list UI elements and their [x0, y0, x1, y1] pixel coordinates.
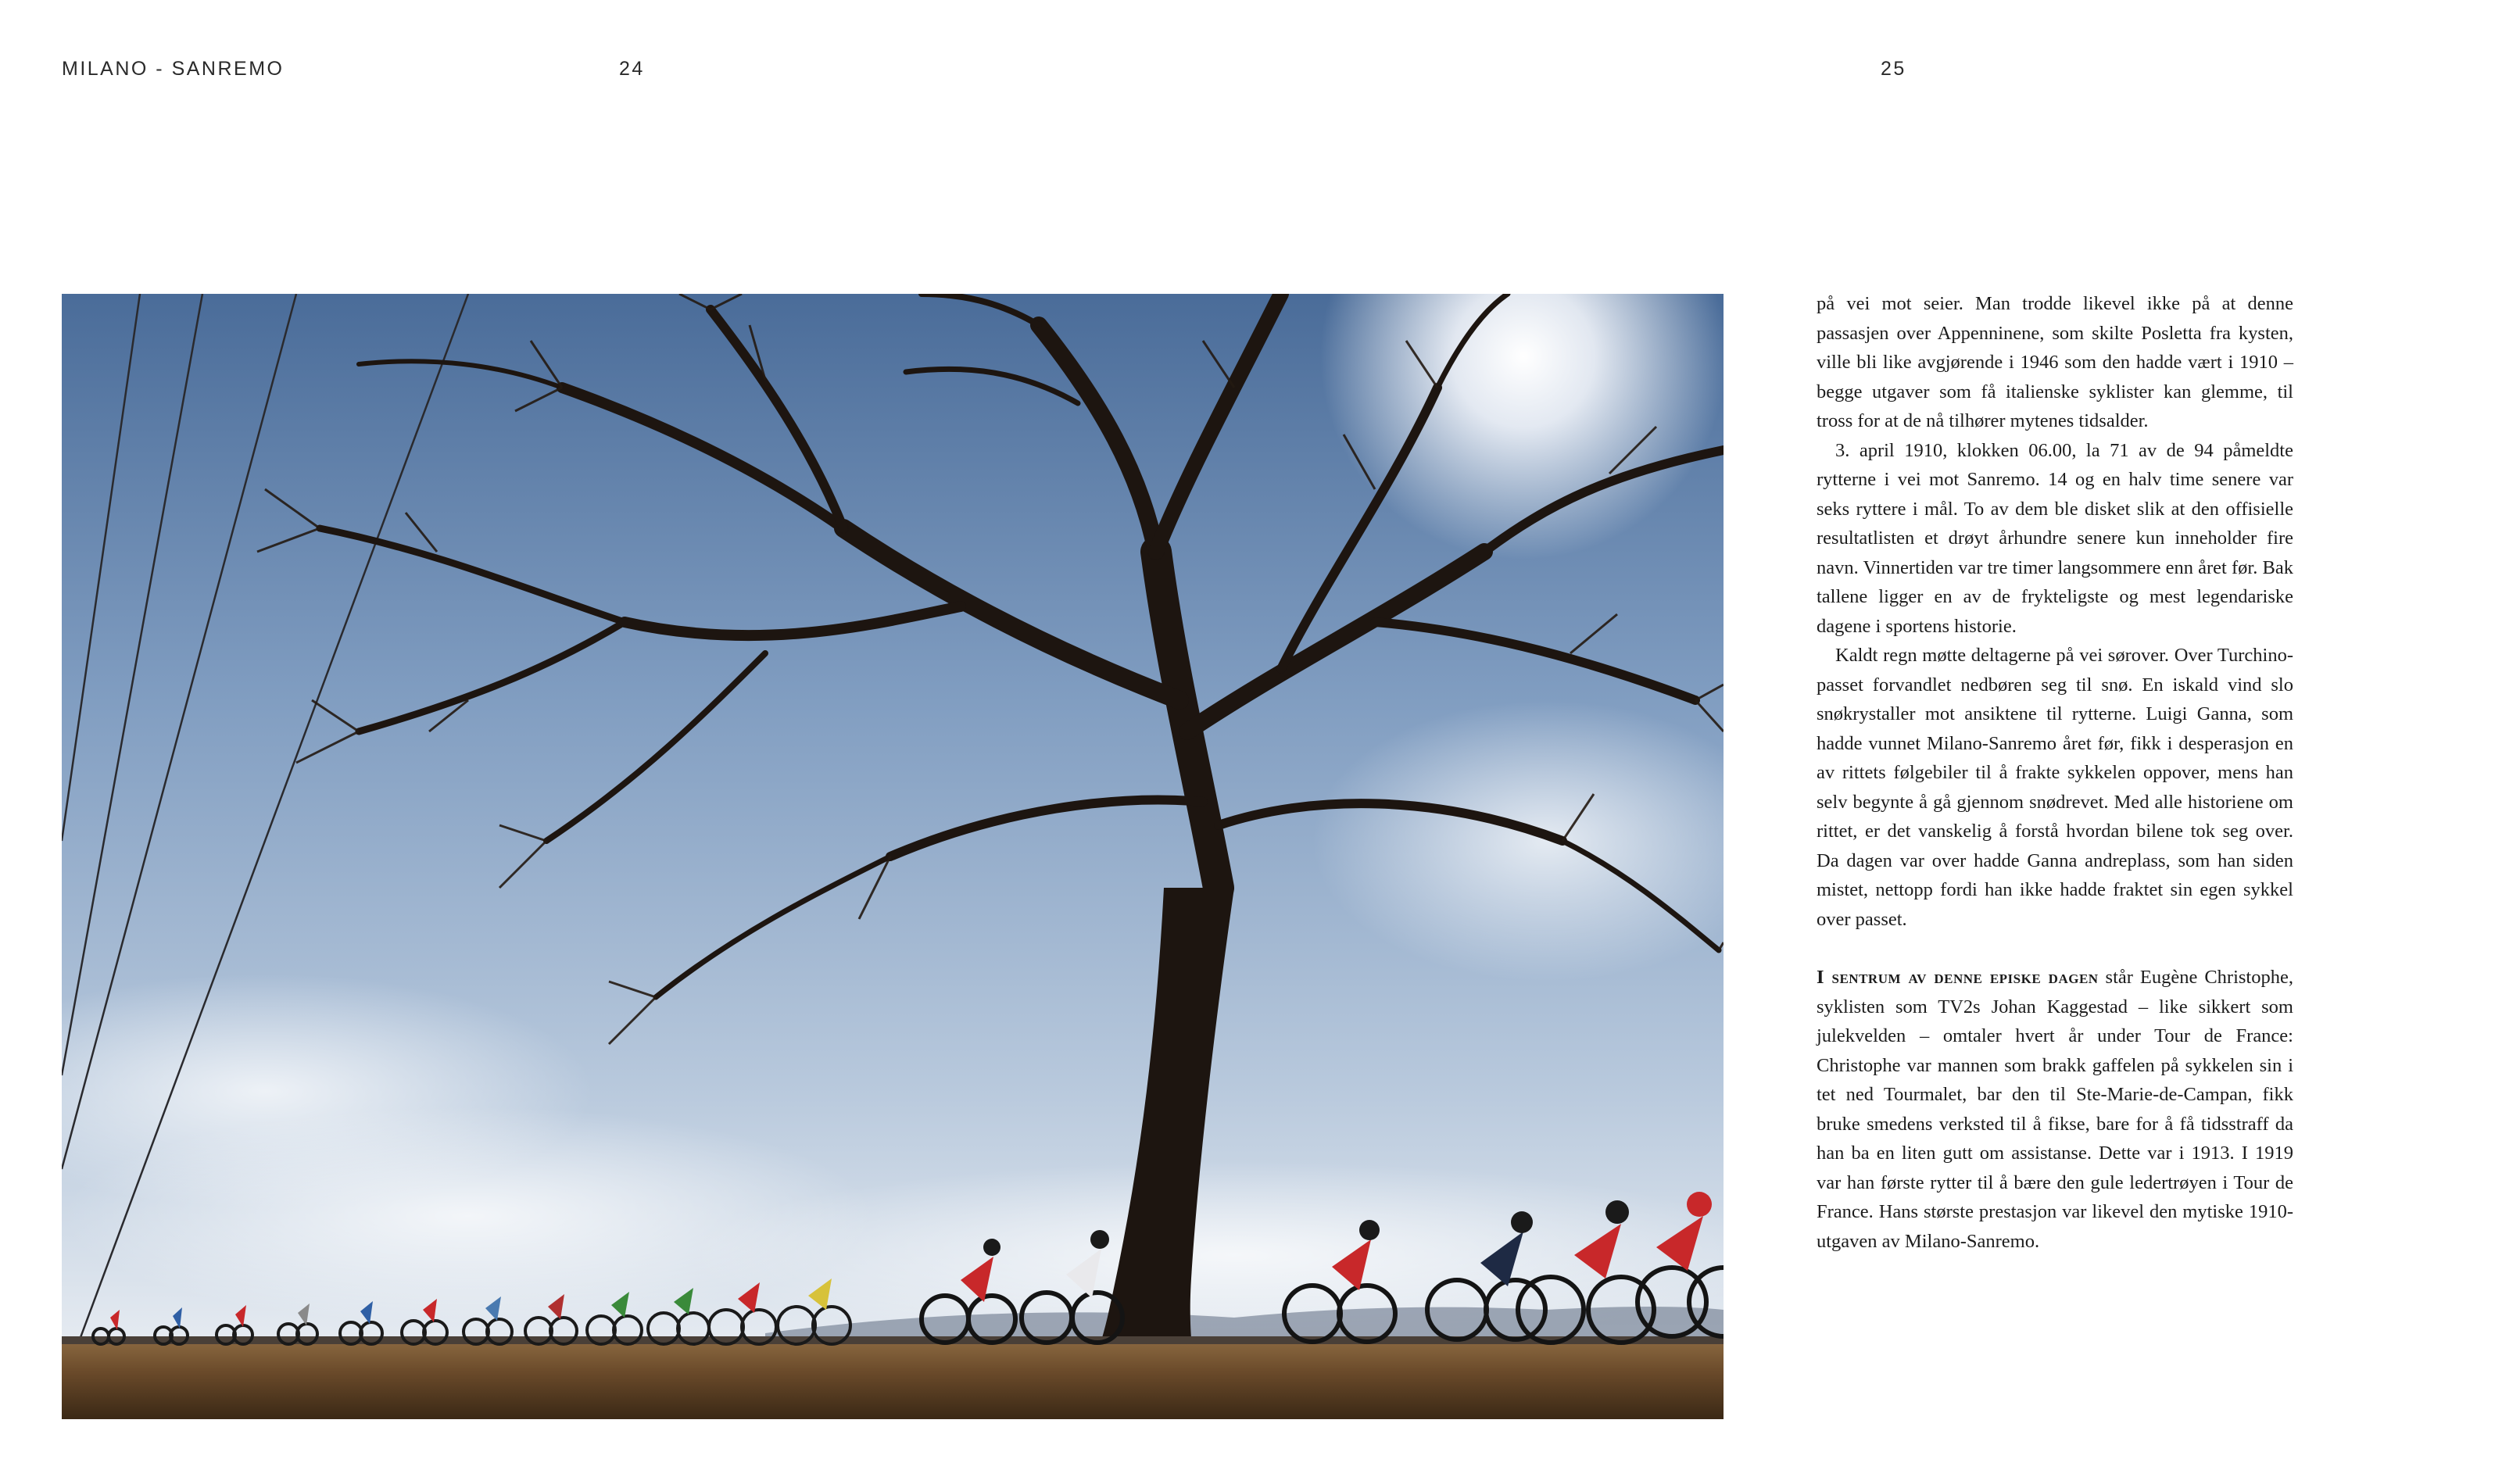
- running-header-title: MILANO - SANREMO: [62, 58, 285, 80]
- ground: [62, 1341, 1724, 1419]
- paragraph-4-text: står Eugène Christophe, syklisten som TV2s Johan Kaggestad – like sikkert som julekvelden – omtaler hvert år under Tour de France: Christophe var mannen som brakk gaffelen på sykkelen sin i tet ned Tourmalet, bar den til Ste-Marie-de-Campan, fikk bruke smedens verksted til å fikse, bare for å få tidsstraff da han ba en liten gutt om assistanse. Dette var i 1913. I 1919 var han første rytter til å bære den gule ledertrøyen i Tour de France. Hans største prestasjon var likevel den mytiske 1910-utgaven av Milano-Sanremo.: [1817, 967, 2293, 1252]
- paragraph-4: [1817, 963, 2293, 1256]
- paragraph-3: Kaldt regn møtte deltagerne på vei sørover. Over Turchino-passet forvandlet nedbøren seg til snø. En iskald vind slo snøkrystaller mot ansiktene til rytterne. Luigi Ganna, som hadde vunnet Milano-Sanremo året før, fikk i desperasjon en av rittets følgebiler til å frakte sykkelen oppover, mens han selv begynte å gå gjennom snødrevet. Med alle historiene om rittet, er det vanskelig å forstå hvordan bilene tok seg over. Da dagen var over hadde Ganna andreplass, som han siden mistet, nettopp fordi han ikke hadde fraktet sin egen sykkel over passet.: [1817, 645, 2293, 930]
- body-text-column: [1817, 289, 2293, 1256]
- photo-tree-peloton: [62, 294, 1724, 1419]
- page-number-right: 25: [1881, 58, 1906, 80]
- paragraph-2: 3. april 1910, klokken 06.00, la 71 av de 94 påmeldte rytterne i vei mot Sanremo. 14 og en halv time senere var seks ryttere i mål. To av dem ble disket slik at den offisielle resultatlisten et drøyt århundre senere kun inneholder fire navn. Vinnertiden var tre timer langsommere enn året før. Bak tallene ligger en av de frykteligste og mest legendariske dagene i sportens historie.: [1817, 439, 2293, 637]
- paragraph-1: på vei mot seier. Man trodde likevel ikke på at denne passasjen over Appenninene, som skilte Posletta fra kysten, ville bli like avgjørende i 1946 som den hadde vært i 1910 – begge utgaver som få italienske syklister kan glemme, til tross for at de nå tilhører mytenes tidsalder.: [1817, 293, 2293, 431]
- paragraph-4-lead-in: I sentrum av denne episke dagen: [1817, 967, 2099, 988]
- page-number-left: 24: [619, 58, 645, 80]
